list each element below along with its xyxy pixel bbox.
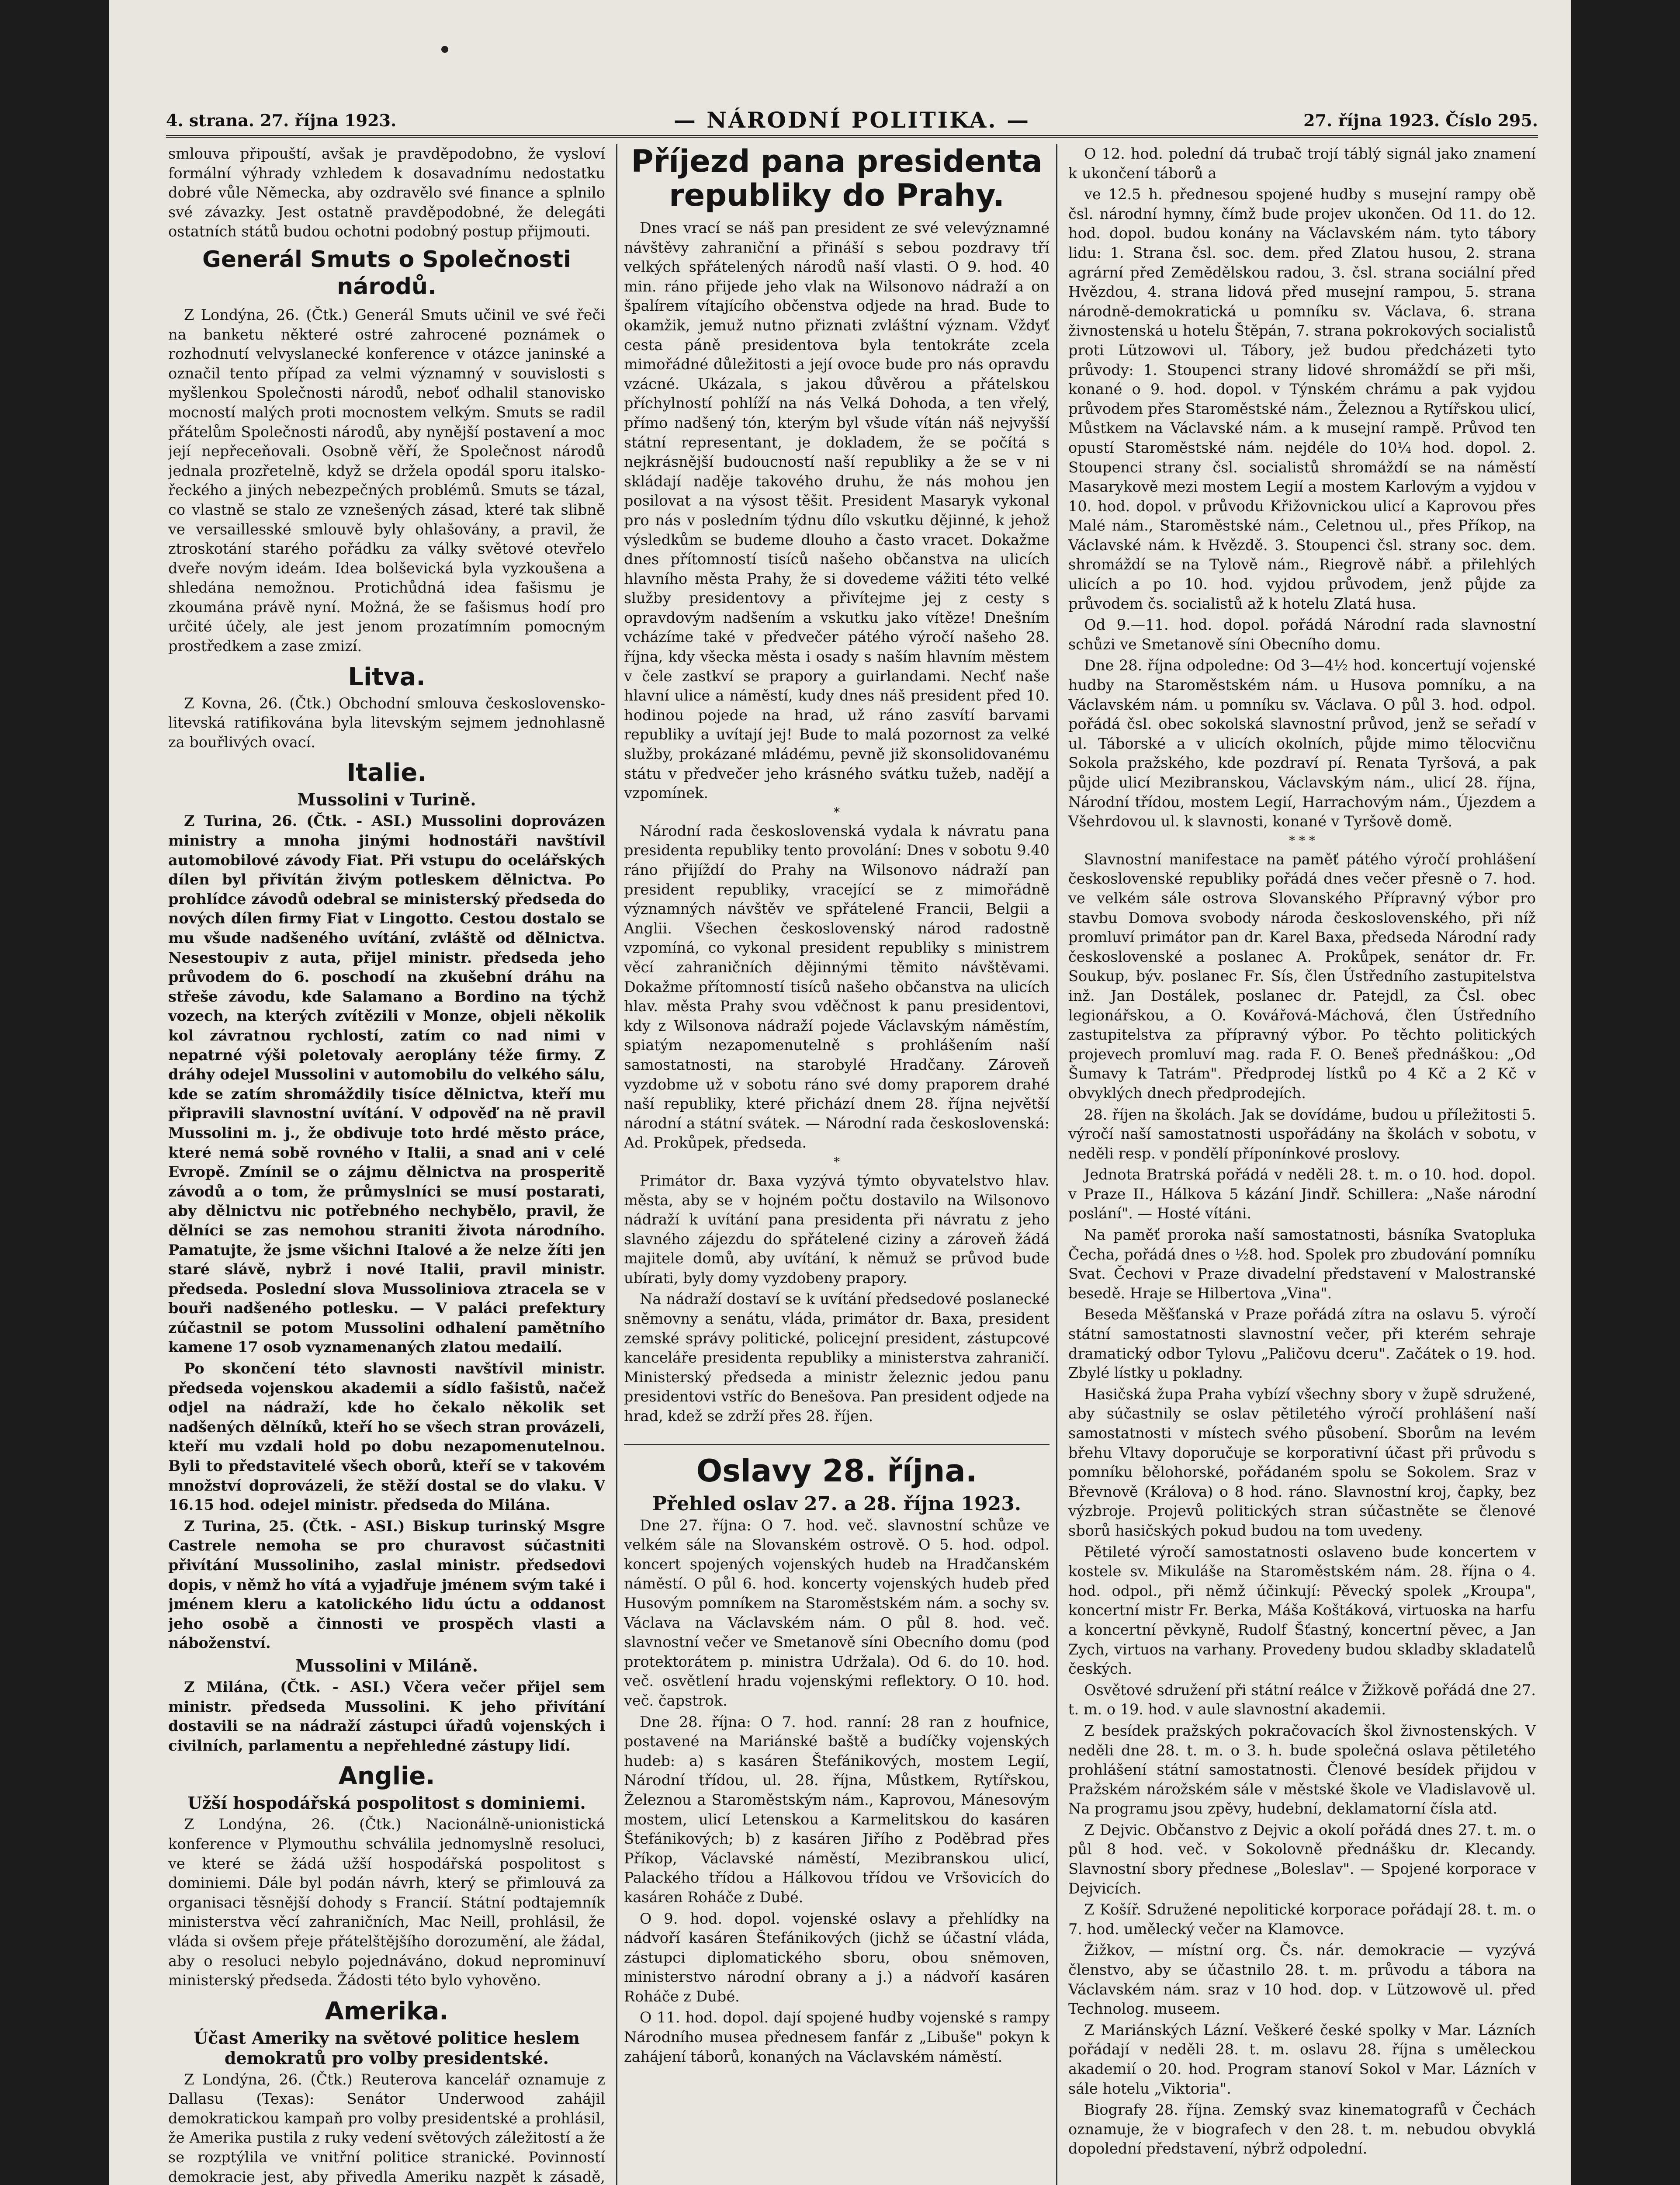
article-text: O 12. hod. polední dá trubač trojí táblý signál jako znamení k ukončení táborů a <box>1068 145 1536 182</box>
article-text: Z Londýna, 26. (Čtk.) Generál Smuts učinil ve své řeči na banketu některé ostré zahrocené poznámek o rozhodnutí velvyslanecké konference v otázce janinské a označil tento případ za velmi významný v souvislosti s myšlenkou Společnosti národů, neboť odhalil stanovisko mocností malých proti mocnostem velkým. Smuts se radil přátelům Společnosti národů, aby nynější postavení a moc její nepřeceňovali. Osobně věří, že Společnost národů jednala prozřetelně, když se držela opodál sporu italsko-řeckého a jiných nebezpečných problémů. Smuts se tázal, co vlastně se stalo ze vznešených zásad, které tak slibně ve versaillesské smlouvě byly ohlašovány, a pravil, že ztroskotání starého pořádku za války světové otevřelo dveře novým ideám. Idea bolševická byla vyzkoušena a shledána nemožnou. Protichůdná idea fašismu je zkoumána právě nyní. Možná, že se fašismus hodí pro určité účely, ale jest jenom prozatímním pomocným prostředkem a zase zmizí. <box>168 306 605 655</box>
headline-oslavy: Oslavy 28. října. <box>624 1444 1050 1488</box>
article-text: Jednota Bratrská pořádá v neděli 28. t. m. o 10. hod. dopol. v Praze II., Hálkova 5 kázání Jindř. Schillera: „Naše národní poslání". — Hosté vítáni. <box>1068 1166 1536 1222</box>
headline-smuts: Generál Smuts o Společnosti národů. <box>202 246 571 300</box>
masthead: — NÁRODNÍ POLITIKA. — <box>673 107 1031 133</box>
column-right <box>1068 144 1536 2185</box>
article-text: Z Londýna, 26. (Čtk.) Reuterova kancelář oznamuje z Dallasu (Texas): Senátor Underwood zahájil demokratickou kampaň pro volby presidentské a prohlásil, že Amerika pustila z ruky vedení světových záležitostí a že se rozptýlila ve vnitřní politice stranické. Povinností demokracie jest, aby přivedla Ameriku nazpět k zásadě, <box>168 2071 605 2185</box>
article-text: Národní rada československá vydala k návratu pana presidenta republiky tento provolání: Dnes v sobotu 9.40 ráno přijíždí do Prahy na Wilsonovo nádraží pan president republiky, vracející se z mimořádně významných návštěv ve spřátelené Francii, Belgii a Anglii. Všechen československý národ radostně vzpomíná, co vykonal president republiky s ministrem věcí zahraničních dějinnými těmito návštěvami. Dokažme přítomností tisíců našeho občanstva na ulicích hlav. města Prahy svou vděčnost k panu presidentovi, kdy z Wilsonova nádraží pojede Václavským náměstím, spiatým nezapomenutelně s prohlášením naší samostatnosti, na starobylé Hradčany. Zároveň vyzdobme už v sobotu ráno své domy praporem drahé naší republiky, které přichází dnem 28. října největší národní a státní svátek. — Národní rada československá: Ad. Prokůpek, předseda. <box>624 822 1050 1151</box>
section-heading-anglie: Anglie. <box>338 1762 435 1791</box>
subheading-ucast-ameriky: Účast Ameriky na světové politice heslem demokratů pro volby presidentské. <box>194 2028 580 2068</box>
article-text: Z Kovna, 26. (Čtk.) Obchodní smlouva československo-litevská ratifikována byla litevským sejmem jednohlasně za bouřlivých ovací. <box>168 694 605 751</box>
article-text: Z Turina, 26. (Čtk. - ASI.) Mussolini doprovázen ministry a mnoha jinými hodnostáři navštívil automobilové závody Fiat. Při vstupu do ocelářských dílen byl přivítán živým potleskem dělnictva. Po prohlídce závodů odebral se ministerský předseda do nových dílen firmy Fiat v Lingotto. Cestou dostalo se mu všude nadšeného uvítání, zvláště od dělnictva. Nesestoupiv z auta, přijel ministr. předseda jeho průvodem do 6. poschodí na zkušební dráhu na střeše závodu, kde Salamano a Bordino na týchž vozech, na kterých zvítězili v Monze, objeli několik kol závratnou rychlostí, zatím co nad nimi v nepatrné výši poletovaly aeroplány téže firmy. Z dráhy odejel Mussolini v automobilu do velkého sálu, kde se zatím shromáždily tisíce dělnictva, kteří mu připravili slavnostní uvítání. V odpověď na ně pravil Mussolini m. j., že obdivuje toto hrdé město práce, které nemá sobě rovného v Italii, a snad ani v celé Evropě. Zmínil se o zájmu dělnictva na prosperitě závodů a o tom, že průmyslníci se musí postarati, aby dělnictvu nic potřebného nechybělo, pravil, že dělníci se zas nemohou straniti života národního. Pamatujte, že jsme všichni Italové a že nelze žíti jen staré slávě, nybrž i nové Italii, pravil ministr. předseda. Poslední slova Mussoliniova ztracela se v bouři nadšeného potlesku. — V paláci prefektury zúčastnil se potom Mussolini odhalení pamětního kamene 17 osob vyznamenaných zlatou medailí. <box>168 812 605 1356</box>
article-text: Dne 28. října odpoledne: Od 3—4½ hod. koncertují vojenské hudby na Staroměstském nám. u Husova pomníku, a na Václavském nám. u pomníku sv. Václava. O půl 3. hod. odpol. pořádá čsl. obec sokolská slavnostní průvod, jenž se seřadí v ul. Táborské a v ulicích okolních, půjde mimo tělocvičnu Sokola pražského, kde pozdraví pí. Renata Tyršová, a pak půjde ulicí Mezibranskou, Václavským nám., ulicí 28. října, Národní třídou, mostem Legií, Harrachovým nám., Újezdem a Všehrdovou ul. k slavnosti, konané v Tyršově domě. <box>1068 657 1536 830</box>
article-text: smlouva připouští, avšak je pravděpodobno, že vysloví formální výhrady vzhledem k dosavadnímu nedostatku dobré vůle Německa, aby ozdravělo své finance a splnilo své závazky. Jest ostatně pravděpodobné, že delegáti ostatních států budou ochotni podobný postup přijmouti. <box>168 145 605 240</box>
article-text: Žižkov, — místní org. Čs. nár. demokracie — vyzývá členstvo, aby se účastnilo 28. t. m. průvodu a tábora na Václavském nám. sraz v 10 hod. dop. v Lützowově ul. před Technolog. museem. <box>1068 1942 1536 2018</box>
article-text: Na nádraží dostaví se k uvítání předsedové poslanecké sněmovny a senátu, vláda, primátor dr. Baxa, president zemské správy politické, policejní president, zástupcové kanceláře presidenta republiky a ministerstva zahraničí. Ministerský předseda a ministr železnic jedou panu presidentovi vstříc do Benešova. Pan president odjede na hrad, kdež se zdrží přes 28. říjen. <box>624 1290 1050 1425</box>
article-text: Po skončení této slavnosti navštívil ministr. předseda vojenskou akademii a sídlo fašistů, načež odjel na nádraží, kde ho čekalo několik set nadšených dělníků, kteří ho se všech stran provázeli, kteří mu vzdali hold po dobu nezapomenutelnou. Byli to představitelé všech oborů, kteří se v takovém množství doprovázeli, že stěží dostal se do vlaku. V 16.15 hod. odejel ministr. předseda do Milána. <box>168 1360 605 1514</box>
article-text: Z Mariánských Lázní. Veškeré české spolky v Mar. Lázních pořádají v neděli 28. t. m. oslavu 28. října s uměleckou akademií o 20. hod. Program stanoví Sokol v Mar. Lázních v sále hotelu „Viktoria". <box>1068 2021 1536 2097</box>
scan-speck <box>441 46 448 53</box>
column-left <box>168 144 605 2185</box>
article-text: Dnes vrací se náš pan president ze své velevýznamné návštěvy zahraniční a přináší s sebou pozdravy tří velkých spřátelených národů naší vlasti. O 9. hod. 40 min. ráno přijede jeho vlak na Wilsonovo nádraží a on špalírem vítajícího občenstva odjede na hrad. Bude to okamžik, jemuž nutno přiznati zvláštní význam. Vždyť cesta páně presidentova byla tentokráte zcela mimořádné důležitosti a její ovoce bude pro nás opravdu vzácné. Ukázala, s jakou důvěrou a přátelskou příchylností pohlíží na nás Velká Dohoda, a ten vřelý, přímo nadšený tón, kterým byl všude vítán náš nejvyšší státní representant, je dokladem, že se počítá s nejkrásnější budoucností naší republiky a že se v ni skládají naděje takového druhu, že nás mohou jen posilovat a na výsost těšit. President Masaryk vykonal pro nás v posledním týdnu dílo vskutku dějinné, k jehož výsledkům se budeme dlouho a často vracet. Dokažme dnes přítomností tisíců našeho občanstva na ulicích hlavního města Prahy, že si dovedeme vážiti této velké služby presidentovy a přivítejme jej z cesty s opravdovým nadšením a vskutku jako vítěze! Dnešním vcházíme také v předvečer pátého výročí našeho 28. října, kdy všecka města i osady s naším hlavním městem v čele zastkví se prapory a guirlandami. Nechť naše hlavní ulice a náměstí, kudy dnes náš president před 10. hodinou pojede na hrad, už ráno zasvítí barvami republiky a uvítají jej! Bude to malá pozornost za velké služby, prokázané mládému, pevně již skonsolidovanému státu v předvečer jeho krásného svátku tužeb, nadějí a vzpomínek. <box>624 219 1050 802</box>
article-text: Biografy 28. října. Zemský svaz kinematografů v Čechách oznamuje, že v biografech v den 28. t. m. nebudou obvyklá dopolední představení, nýbrž odpolední. <box>1068 2101 1536 2157</box>
article-text: Slavnostní manifestace na paměť pátého výročí prohlášení československé republiky pořádá dnes večer přesně o 7. hod. ve velkém sále ostrova Slovanského Přípravný výbor pro stavbu Domova svobody národa československého, při níž promluví primátor pan dr. Karel Baxa, předseda Národní rady československé a poslanec A. Prokůpek, senátor dr. Fr. Soukup, býv. poslanec Fr. Sís, člen Ústředního zastupitelstva inž. Jan Dostálek, poslanec dr. Patejdl, za Čsl. obec legionářskou, a O. Kovářová-Máchová, člen Ústředního zastupitelstva za přípravný výbor. Po těchto politických projevech promluví mag. rada F. O. Beneš přednáškou: „Od Šumavy k Tatrám". Předprodej lístků po 4 Kč a 2 Kč v obvyklých dnech předprodejích. <box>1068 850 1536 1102</box>
article-text: Primátor dr. Baxa vyzývá týmto obyvatelstvo hlav. města, aby se v hojném počtu dostavilo na Wilsonovo nádraží k uvítání pana presidenta při návratu z jeho slavného zájezdu do spřátelené ciziny a zároveň žádá majitele domů, aby uvítání, k němuž se průvod bude ubírati, byly domy vyzdobeny prapory. <box>624 1172 1050 1287</box>
subheading-uzsi: Užší hospodářská pospolitost s dominiemi. <box>187 1793 586 1813</box>
article-text: Beseda Měšťanská v Praze pořádá zítra na oslavu 5. výročí státní samostatnosti slavnostní večer, při kterém sehraje dramatický odbor Tylovu „Paličovu dceru". Začátek o 19. hod. Zbylé lístky u pokladny. <box>1068 1306 1536 1382</box>
page-number-date: 4. strana. 27. října 1923. <box>166 111 397 130</box>
article-text: Pětileté výročí samostatnosti oslaveno bude koncertem v kostele sv. Mikuláše na Staroměstském nám. 28. října o 4. hod. odpol., při němž účinkují: Pěvecký spolek „Kroupa", koncertní mistr Fr. Berka, Máša Koštáková, virtuoska na harfu a koncertní pěvkyně, Rudolf Šťastný, koncertní pěvec, a Jan Zych, virtuos na varhany. Provedeny budou skladby skladatelů českých. <box>1068 1543 1536 1678</box>
article-text: Z besídek pražských pokračovacích škol živnostenských. V neděli dne 28. t. m. o 3. h. bude společná oslava pětiletého prohlášení státní samostatnosti. Členové besídek přijdou v Pražském nárožském sále v městské škole ve Vladislavově ul. Na programu jsou zpěvy, hudební, deklamatorní čísla atd. <box>1068 1722 1536 1817</box>
article-text: Dne 27. října: O 7. hod. več. slavnostní schůze ve velkém sále na Slovanském ostrově. O 5. hod. odpol. koncert spojených vojenských hudeb na Hradčanském náměstí. O půl 6. hod. koncerty vojenských hudeb před Husovým pomníkem na Staroměstském nám. a sochy sv. Václava na Václavském nám. O půl 8. hod. več. slavnostní večer ve Smetanově síni Obecního domu (pod protektorátem p. ministra Udržala). Od 6. do 10. hod. več. osvětlení hradu vojenskými reflektory. O 10. hod. več. čapstrok. <box>624 1516 1050 1709</box>
article-text: Z Milána, (Čtk. - ASI.) Včera večer přijel sem ministr. předseda Mussolini. K jeho přivítání dostavili se na nádraží zástupci úřadů vojenských i civilních, parlamentu a nepřehledné zástupy lidí. <box>168 1678 605 1754</box>
article-text: Z Turina, 25. (Čtk. - ASI.) Biskup turinský Msgre Castrele nemoha se pro churavost súčastniti přivítání Mussoliniho, zaslal ministr. předsedovi dopis, v němž ho vítá a vyjadřuje jménem svým také i jménem kleru a katolického lidu úctu a oddanost jeho osobě a činnosti ve prospěch vlasti a náboženství. <box>168 1517 605 1652</box>
subheading-prehled-oslav: Přehled oslav 27. a 28. října 1923. <box>652 1492 1022 1515</box>
article-text: O 9. hod. dopol. vojenské oslavy a přehlídky na nádvoří kasáren Štefánikových (jichž se účastní vláda, zástupci diplomatického sboru, obou sněmoven, ministerstvo národní obrany a j.) a nádvoří kasáren Roháče z Dubé. <box>624 1910 1050 2005</box>
date-issue-number: 27. října 1923. Číslo 295. <box>1303 111 1538 130</box>
newspaper-page <box>109 0 1571 2185</box>
article-text: Z Londýna, 26. (Čtk.) Nacionálně-unionistická konference v Plymouthu schválila jednomyslně resoluci, ve které se žádá užší hospodářská pospolitost s dominiemi. Dále byl podán návrh, který se přimlouvá za organisaci těsnější dohody s Francií. Státní podtajemník ministerstva věcí zahraničních, Mac Neill, prohlásil, že vláda si ovšem přeje přátelštějšího dorozumění, ale žádal, aby o resoluci nebylo pojednáváno, dokud neprominuví ministerský předseda. Žádosti této bylo vyhověno. <box>168 1816 605 1989</box>
article-text: Od 9.—11. hod. dopol. pořádá Národní rada slavnostní schůzi ve Smetanově síni Obecního domu. <box>1068 616 1536 653</box>
article-text: O 11. hod. dopol. dají spojené hudby vojenské s rampy Národního musea přednesem fanfár z „Libuše" pokyn k zahájení táborů, konaných na Václavském náměstí. <box>624 2009 1050 2065</box>
article-text: Na paměť proroka naší samostatnosti, básníka Svatopluka Čecha, pořádá dnes o ½8. hod. Spolek pro zbudování pomníku Svat. Čechovi v Praze divadelní představení v Malostranské besedě. Hraje se Hilbertova „Vina". <box>1068 1226 1536 1302</box>
section-heading-amerika: Amerika. <box>325 1997 449 2025</box>
section-heading-italie: Italie. <box>346 759 427 787</box>
article-text: 28. říjen na školách. Jak se dovídáme, budou u příležitosti 5. výročí naší samostatnosti uspořádány na školách v sobotu, v neděli resp. v pondělí příponínkové proslovy. <box>1068 1106 1536 1162</box>
subheading-mussolini-turin: Mussolini v Turině. <box>297 790 476 810</box>
subheading-mussolini-milan: Mussolini v Miláně. <box>295 1655 478 1675</box>
article-text: ve 12.5 h. přednesou spojené hudby s musejní rampy obě čsl. národní hymny, čímž bude projev ukončen. Od 11. do 12. hod. dopol. budou konány na Václavském nám. tyto tábory lidu: 1. Strana čsl. soc. dem. před Zlatou husou, 2. strana agrární před Zemědělskou radou, 3. čsl. strana sociální před Hvězdou, 4. strana lidová před musejní rampou, 5. strana národně-demokratická u pomníku sv. Václava, 6. strana živnostenská u hotelu Štěpán, 7. strana pokrokových socialistů proti Lützowovi ul. Tábory, jež budou předcházeti tyto průvody: 1. Stoupenci strany lidové shromáždí se při mši, konané o 9. hod. dopol. v Týnském chrámu a pak vyjdou průvodem přes Staroměstské nám., Železnou a Rytířskou ulicí, Můstkem na Václavské nám. a k musejní rampě. Průvod ten opustí Staroměstské nám. nejdéle do 10¼ hod. dopol. 2. Stoupenci strany čsl. socialistů shromáždí se na náměstí Masarykově mezi mostem Legií a mostem Karlovým a vyjdou v 10. hod. dopol. v průvodu Křižovnickou ulicí a Kaprovou přes Malé nám., Staroměstské nám., Celetnou ul., přes Příkop, na Václavské nám. k Hvězdě. 3. Stoupenci čsl. strany soc. dem. shromáždí se na Tylově nám., Riegrově nábř. a přilehlých ulicích a po 10. hod. vyjdou průvodem, jenž půjde za průvodem čs. socialistů až k hotelu Zlatá husa. <box>1068 186 1536 612</box>
article-text: Z Dejvic. Občanstvo z Dejvic a okolí pořádá dnes 27. t. m. o půl 8 hod. več. v Sokolovně přednášku dr. Klecandy. Slavnostní sbory přednese „Boleslav". — Spojené korporace v Dejvicích. <box>1068 1821 1536 1897</box>
separator: * <box>834 1154 840 1169</box>
article-text: Z Košíř. Sdružené nepolitické korporace pořádají 28. t. m. o 7. hod. umělecký večer na Klamovce. <box>1068 1901 1536 1938</box>
separator: * * * <box>1289 833 1315 848</box>
article-text: Hasičská župa Praha vybízí všechny sbory v župě sdružené, aby súčastnily se oslav pětiletého výročí prohlášení naší samostatnosti v místech svého působení. Sborům na levém břehu Vltavy doporučuje se korporativní účast při průvodu s pomníku bělohorské, pořádaném spolu se Sokolem. Sraz v Břevnově (Králova) o 8 hod. ráno. Slavnostní kroj, čapky, bez výzbroje. Projevů politických stran súčastněte se členové sborů hasičských pokud budou na tom uvedeny. <box>1068 1385 1536 1539</box>
page-header <box>166 107 1538 138</box>
separator: * <box>834 805 840 819</box>
headline-prijezd-presidenta: Příjezd pana presidenta republiky do Prahy. <box>631 144 1043 213</box>
article-text: Osvětové sdružení při státní reálce v Žižkově pořádá dne 27. t. m. o 19. hod. v aule slavnostní akademii. <box>1068 1681 1536 1718</box>
section-heading-litva: Litva. <box>348 662 426 691</box>
column-middle <box>616 144 1057 2185</box>
article-text: Dne 28. října: O 7. hod. ranní: 28 ran z houfnice, postavené na Mariánské baště a budíčky vojenských hudeb: a) s kasáren Štefánikových, mostem Legií, Národní třídou, ul. 28. října, Můstkem, Rytířskou, Železnou a Staroměstským nám., Kaprovou, Mánesovým mostem, ulicí Letenskou a Karmelitskou do kasáren Štefánikových; b) z kasáren Jiřího z Poděbrad přes Příkop, Václavské náměstí, Mezibranskou ulicí, Palackého třídou a Hálkovou třídou ve Vršovicích do kasáren Roháče z Dubé. <box>624 1713 1050 1906</box>
